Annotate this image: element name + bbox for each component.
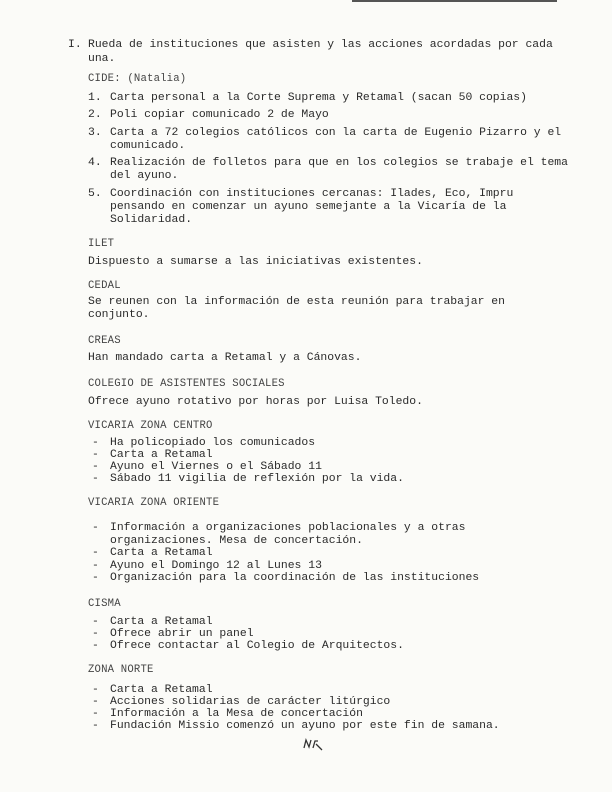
bullet-dash: - bbox=[92, 640, 99, 652]
item-text: Sábado 11 vigilia de reflexión por la vida. bbox=[110, 473, 404, 485]
item-text: Coordinación con instituciones cercanas: Ilades, Eco, Impru pensando en comenzar un ayuno semejante a la Vicaría de la Solidaridad. bbox=[110, 188, 514, 226]
item-text: Carta a Retamal bbox=[110, 616, 213, 628]
item-number: 2. bbox=[88, 109, 102, 121]
item-text: Ha policopiado los comunicados bbox=[110, 437, 316, 449]
bullet-dash: - bbox=[92, 449, 99, 461]
creas-title: CREAS bbox=[88, 335, 121, 347]
ilet-title: ILET bbox=[88, 238, 115, 250]
bullet-dash: - bbox=[92, 696, 99, 708]
colegio-title: COLEGIO DE ASISTENTES SOCIALES bbox=[88, 378, 285, 390]
item-text: Carta a Retamal bbox=[110, 684, 213, 696]
item-text: Ayuno el Viernes o el Sábado 11 bbox=[110, 461, 322, 473]
item-number: 5. bbox=[88, 188, 102, 200]
bullet-dash: - bbox=[92, 720, 99, 732]
item-text: Información a organizaciones poblacionales y a otras organizaciones. Mesa de concertación. bbox=[110, 522, 466, 547]
cedal-text: Se reunen con la información de esta reunión para trabajar en conjunto. bbox=[88, 296, 505, 321]
item-text: Carta personal a la Corte Suprema y Retamal (sacan 50 copias) bbox=[110, 92, 527, 104]
bullet-dash: - bbox=[92, 547, 99, 559]
item-number: 1. bbox=[88, 92, 102, 104]
item-text: Información a la Mesa de concertación bbox=[110, 708, 363, 720]
vicaria-centro-title: VICARIA ZONA CENTRO bbox=[88, 420, 213, 432]
cisma-title: CISMA bbox=[88, 598, 121, 610]
bullet-dash: - bbox=[92, 708, 99, 720]
item-text: Acciones solidarias de carácter litúrgico bbox=[110, 696, 391, 708]
bullet-dash: - bbox=[92, 684, 99, 696]
bullet-dash: - bbox=[92, 522, 99, 534]
item-text: Carta a 72 colegios católicos con la carta de Eugenio Pizarro y el comunicado. bbox=[110, 127, 562, 152]
item-text: Ofrece contactar al Colegio de Arquitectos. bbox=[110, 640, 404, 652]
item-text: Ayuno el Domingo 12 al Lunes 13 bbox=[110, 560, 322, 572]
item-text: Realización de folletos para que en los colegios se trabaje el tema del ayuno. bbox=[110, 157, 568, 182]
colegio-text: Ofrece ayuno rotativo por horas por Luisa Toledo. bbox=[88, 396, 423, 408]
creas-text: Han mandado carta a Retamal y a Cánovas. bbox=[88, 352, 362, 364]
cide-title: CIDE: (Natalia) bbox=[88, 73, 187, 85]
vicaria-oriente-title: VICARIA ZONA ORIENTE bbox=[88, 497, 220, 509]
item-text: Carta a Retamal bbox=[110, 449, 213, 461]
zona-norte-title: ZONA NORTE bbox=[88, 664, 154, 676]
top-rule bbox=[352, 0, 557, 2]
item-text: Fundación Missio comenzó un ayuno por este fin de samana. bbox=[110, 720, 500, 732]
heading-text: Rueda de instituciones que asisten y las acciones acordadas por cada una. bbox=[88, 39, 553, 65]
bullet-dash: - bbox=[92, 616, 99, 628]
item-text: Organización para la coordinación de las instituciones bbox=[110, 572, 480, 584]
cedal-title: CEDAL bbox=[88, 280, 121, 292]
item-text: Carta a Retamal bbox=[110, 547, 213, 559]
bullet-dash: - bbox=[92, 560, 99, 572]
bullet-dash: - bbox=[92, 628, 99, 640]
handwritten-initials-mark bbox=[302, 736, 326, 752]
item-number: 3. bbox=[88, 127, 102, 139]
bullet-dash: - bbox=[92, 572, 99, 584]
bullet-dash: - bbox=[92, 437, 99, 449]
bullet-dash: - bbox=[92, 473, 99, 485]
bullet-dash: - bbox=[92, 461, 99, 473]
item-number: 4. bbox=[88, 157, 102, 169]
ilet-text: Dispuesto a sumarse a las iniciativas existentes. bbox=[88, 256, 423, 268]
heading-number: I. bbox=[68, 39, 82, 51]
item-text: Poli copiar comunicado 2 de Mayo bbox=[110, 109, 329, 121]
item-text: Ofrece abrir un panel bbox=[110, 628, 254, 640]
